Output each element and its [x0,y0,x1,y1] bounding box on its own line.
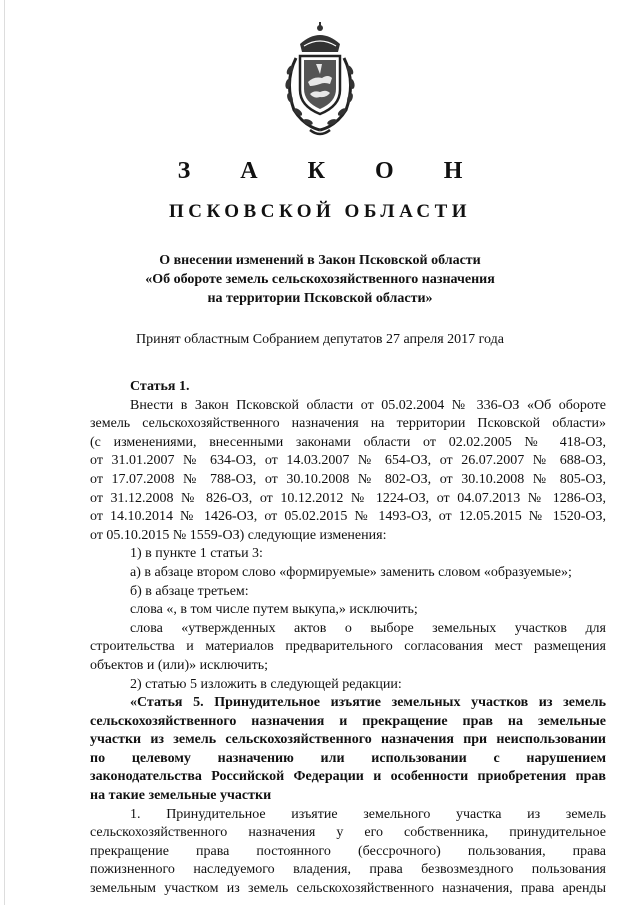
clause-line: земельным участком из земель сельскохозяйственного назначения, права аренды [90,881,606,897]
intro-line: от 14.10.2014 № 1426-ОЗ, от 05.02.2015 № 1493-ОЗ, от 12.05.2015 № 1520-ОЗ, [90,509,606,525]
subtitle-line: О внесении изменений в Закон Псковской области [159,253,481,268]
list-item-line: слова «утвержденных актов о выборе земельных участков для [130,620,606,636]
article-heading: Статья 1. [130,379,190,394]
pskov-coat-of-arms-icon [270,22,370,140]
article5-heading-line: участки из земель сельскохозяйственного назначения при неиспользовании [90,732,606,748]
intro-line: земель сельскохозяйственного назначения на территории Псковской области» [90,416,606,432]
subtitle-line: на территории Псковской области» [207,291,433,306]
intro-line: от 17.07.2008 № 788-ОЗ, от 30.10.2008 № 802-ОЗ, от 30.10.2008 № 805-ОЗ, [90,471,606,487]
document-subtitle [60,251,580,308]
document-region: ПСКОВСКОЙ ОБЛАСТИ [168,201,472,222]
clause-line: прекращение права постоянного (бессрочного) пользования, права [90,843,606,859]
article5-heading-line: законодательства Российской Федерации и особенности приобретения прав [90,769,606,785]
list-item: а) в абзаце втором слово «формируемые» заменить словом «образуемые»; [130,564,572,580]
article5-heading-line: по целевому назначению или использовании с нарушением [90,750,606,766]
intro-line: от 05.10.2015 № 1559-ОЗ) следующие изменения: [90,527,387,543]
list-item-line: строительства и материалов предварительного согласования мест размещения [90,639,606,655]
adoption-note: Принят областным Собранием депутатов 27 апреля 2017 года [136,332,504,347]
article5-heading-line: сельскохозяйственного назначения и прекращение прав на земельные [90,713,606,729]
article5-heading-line: «Статья 5. Принудительное изъятие земельных участков из земель [130,695,606,711]
clause-line: сельскохозяйственного назначения у его собственника, принудительное [90,825,606,841]
subtitle-line: «Об обороте земель сельскохозяйственного назначения [145,272,495,287]
intro-line: от 31.12.2008 № 826-ОЗ, от 10.12.2012 № 1224-ОЗ, от 04.07.2013 № 1286-ОЗ, [90,490,606,506]
document-body [90,378,606,899]
clause-line: 1. Принудительное изъятие земельного участка из земель [130,806,606,822]
intro-line: от 31.01.2007 № 634-ОЗ, от 14.03.2007 № 654-ОЗ, от 26.07.2007 № 688-ОЗ, [90,453,606,469]
document-title: З А К О Н [177,158,485,184]
list-item: слова «, в том числе путем выкупа,» исключить; [130,602,418,618]
list-item: 2) статью 5 изложить в следующей редакции: [130,676,402,692]
scan-edge [4,0,5,905]
intro-line: Внести в Закон Псковской области от 05.02.2004 № 336-ОЗ «Об обороте [130,397,606,413]
list-item-line: объектов и (или)» исключить; [90,657,269,673]
intro-line: (с изменениями, внесенными законами области от 02.02.2005 № 418-ОЗ, [90,434,606,450]
list-item: 1) в пункте 1 статьи 3: [130,546,263,562]
list-item: б) в абзаце третьем: [130,583,249,599]
clause-line: пожизненного наследуемого владения, права безвозмездного пользования [90,862,606,878]
article5-heading-line: на такие земельные участки [90,788,272,804]
